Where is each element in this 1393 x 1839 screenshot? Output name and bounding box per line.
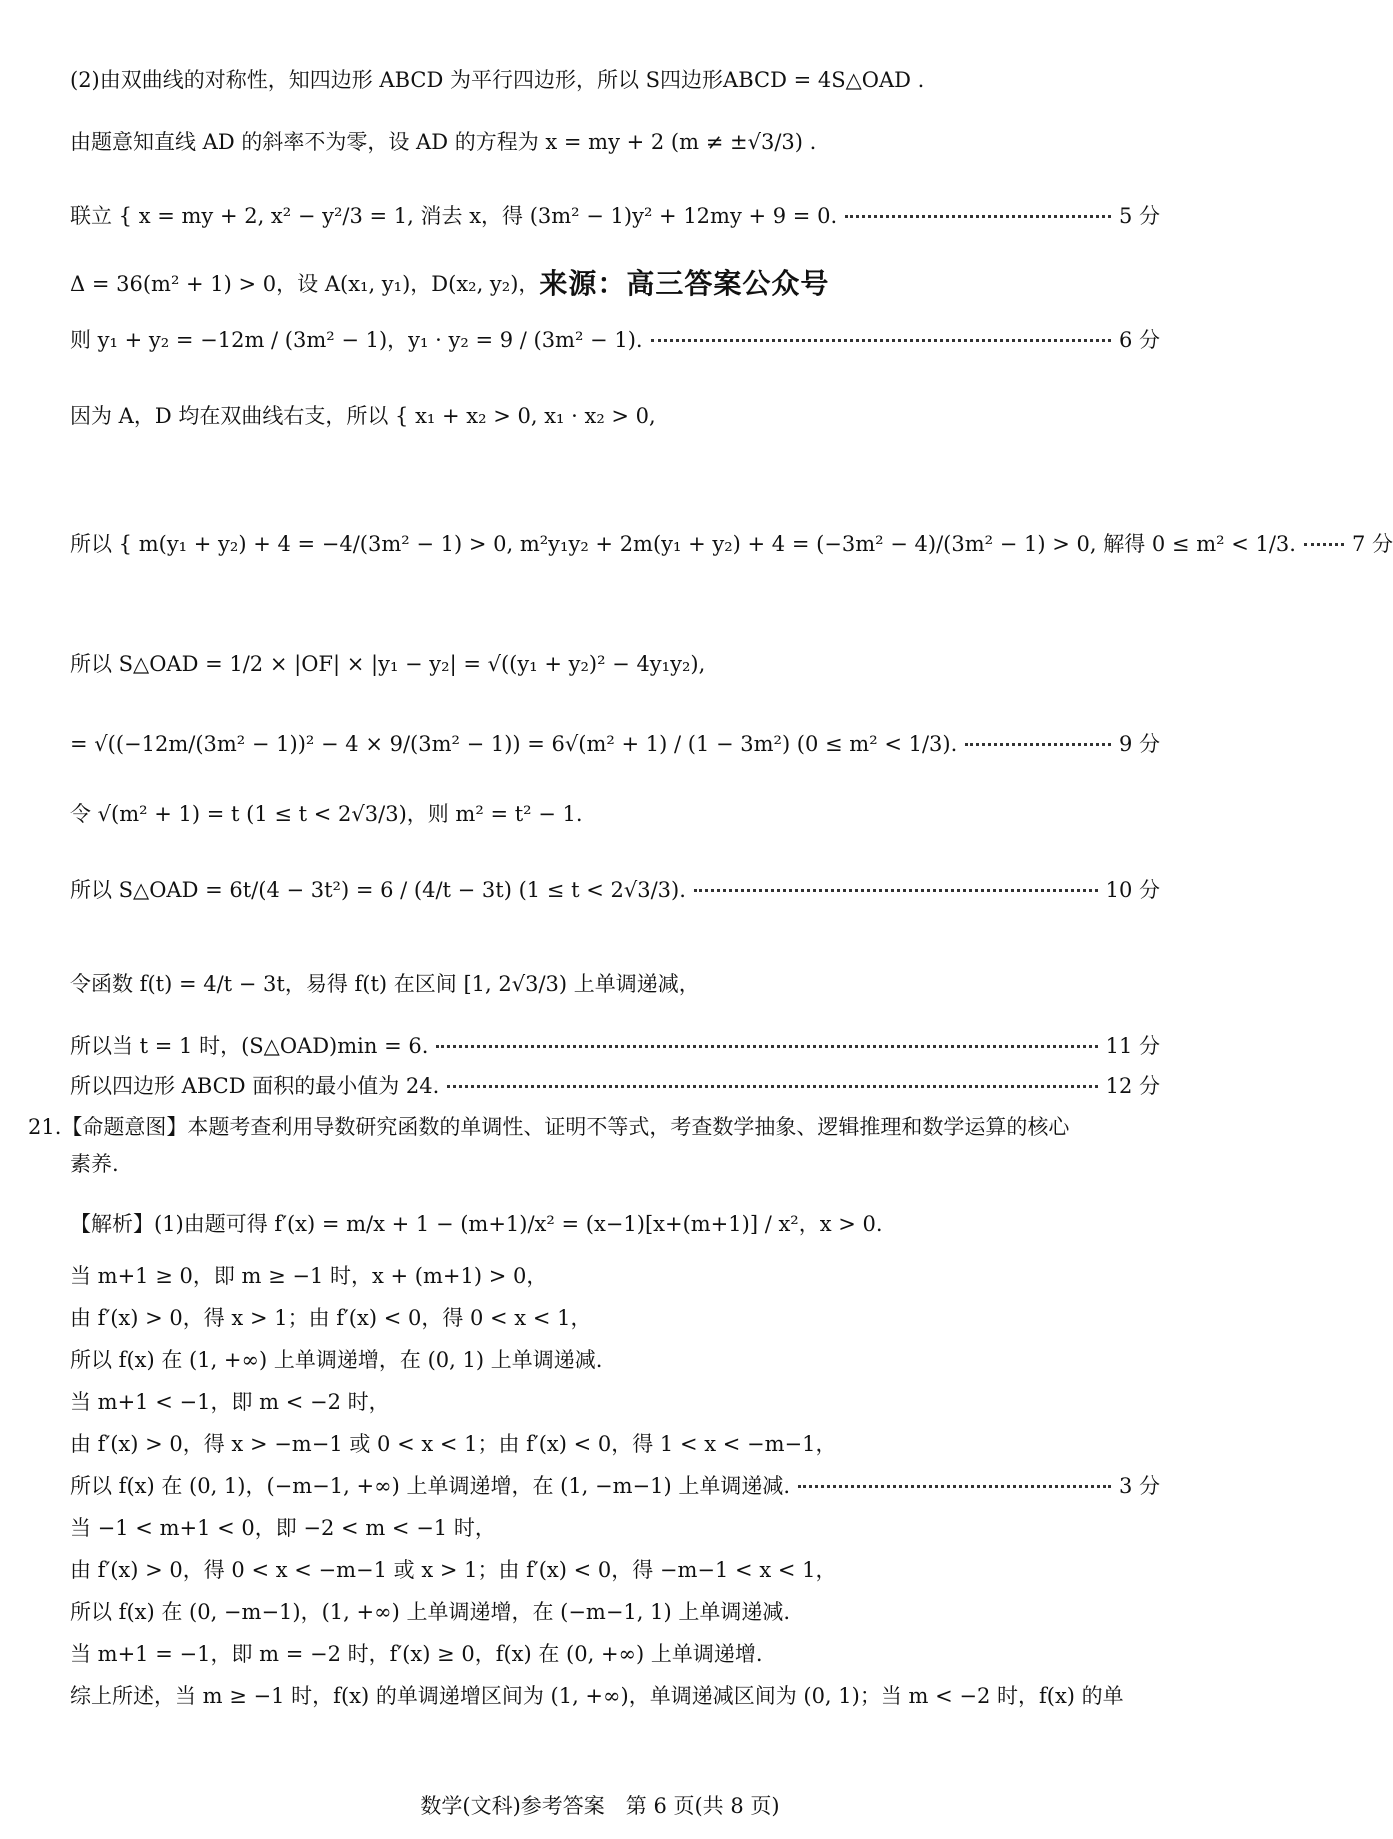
solution-line: 令 √(m² + 1) = t (1 ≤ t < 2√3/3)，则 m² = t² − 1. [70, 802, 583, 826]
solution-line: 由 f′(x) > 0，得 x > −m−1 或 0 < x < 1；由 f′(x) < 0，得 1 < x < −m−1， [70, 1432, 837, 1456]
solution-line: 因为 A，D 均在双曲线右支，所以 { x₁ + x₂ > 0, x₁ · x₂ > 0, [70, 404, 656, 428]
solution-line: 由 f′(x) > 0，得 x > 1；由 f′(x) < 0，得 0 < x < 1， [70, 1306, 592, 1330]
score-points: 9 分 [1118, 732, 1160, 756]
solution-line: 所以 f(x) 在 (0, −m−1)，(1, +∞) 上单调递增，在 (−m−1, 1) 上单调递减. [70, 1600, 791, 1624]
score-points: 6 分 [1118, 328, 1160, 352]
solution-line: 综上所述，当 m ≥ −1 时，f(x) 的单调递增区间为 (1, +∞)，单调递减区间为 (0, 1)；当 m < −2 时，f(x) 的单 [70, 1684, 1124, 1708]
score-points: 10 分 [1105, 878, 1160, 902]
watermark-text: 来源：高三答案公众号 [539, 267, 830, 300]
page-footer: 数学(文科)参考答案 第 6 页(共 8 页) [420, 1794, 780, 1818]
score-points: 5 分 [1118, 204, 1160, 228]
solution-line: 当 m+1 = −1，即 m = −2 时，f′(x) ≥ 0，f(x) 在 (0, +∞) 上单调递增. [70, 1642, 763, 1666]
solution-line: 所以 { m(y₁ + y₂) + 4 = −4/(3m² − 1) > 0, m²y₁y₂ + 2m(y₁ + y₂) + 4 = (−3m² − 4)/(3m² − 1) > 0, 解得 0 ≤ m² < 1/3. 7 分 [70, 532, 1393, 556]
solution-line: 联立 { x = my + 2, x² − y²/3 = 1, 消去 x，得 (3m² − 1)y² + 12my + 9 = 0. 5 分 [70, 204, 1160, 228]
solution-line: 当 m+1 < −1，即 m < −2 时， [70, 1390, 390, 1414]
leader-dots [436, 1045, 1097, 1048]
score-points: 7 分 [1351, 532, 1393, 556]
leader-dots [845, 215, 1111, 218]
solution-line: 【解析】(1)由题可得 f′(x) = m/x + 1 − (m+1)/x² = (x−1)[x+(m+1)] / x²，x > 0. [70, 1212, 883, 1236]
score-points: 3 分 [1118, 1474, 1160, 1498]
solution-line: 由 f′(x) > 0，得 0 < x < −m−1 或 x > 1；由 f′(x) < 0，得 −m−1 < x < 1， [70, 1558, 837, 1582]
leader-dots [651, 339, 1111, 342]
leader-dots [447, 1085, 1097, 1088]
solution-line: 当 m+1 ≥ 0，即 m ≥ −1 时，x + (m+1) > 0， [70, 1264, 548, 1288]
solution-line: 所以四边形 ABCD 面积的最小值为 24. 12 分 [70, 1074, 1160, 1098]
solution-line: 令函数 f(t) = 4/t − 3t，易得 f(t) 在区间 [1, 2√3/3) 上单调递减， [70, 972, 700, 996]
leader-dots [1304, 543, 1344, 546]
question-21-intent: 21.【命题意图】本题考查利用导数研究函数的单调性、证明不等式，考查数学抽象、逻辑推理和数学运算的核心 [28, 1115, 1070, 1139]
solution-line: 当 −1 < m+1 < 0，即 −2 < m < −1 时， [70, 1516, 496, 1540]
solution-line: 则 y₁ + y₂ = −12m / (3m² − 1)，y₁ · y₂ = 9 / (3m² − 1). 6 分 [70, 328, 1160, 352]
solution-line: 素养. [70, 1152, 119, 1176]
solution-line: 所以 S△OAD = 6t/(4 − 3t²) = 6 / (4/t − 3t) (1 ≤ t < 2√3/3). 10 分 [70, 878, 1160, 902]
solution-line: 所以 S△OAD = 1/2 × |OF| × |y₁ − y₂| = √((y₁ + y₂)² − 4y₁y₂), [70, 652, 706, 676]
solution-line: 所以 f(x) 在 (0, 1)，(−m−1, +∞) 上单调递增，在 (1, −m−1) 上单调递减. 3 分 [70, 1474, 1160, 1498]
leader-dots [965, 743, 1111, 746]
solution-line: = √((−12m/(3m² − 1))² − 4 × 9/(3m² − 1)) = 6√(m² + 1) / (1 − 3m²) (0 ≤ m² < 1/3). 9 分 [70, 732, 1160, 756]
score-points: 11 分 [1105, 1034, 1160, 1058]
leader-dots [798, 1485, 1111, 1488]
solution-line: 所以 f(x) 在 (1, +∞) 上单调递增，在 (0, 1) 上单调递减. [70, 1348, 603, 1372]
solution-line: 由题意知直线 AD 的斜率不为零，设 AD 的方程为 x = my + 2 (m ≠ ±√3/3) . [70, 130, 817, 154]
leader-dots [694, 889, 1098, 892]
solution-line: 所以当 t = 1 时，(S△OAD)min = 6. 11 分 [70, 1034, 1160, 1058]
solution-line: (2)由双曲线的对称性，知四边形 ABCD 为平行四边形，所以 S四边形ABCD = 4S△OAD . [70, 68, 925, 92]
score-points: 12 分 [1105, 1074, 1160, 1098]
solution-line: Δ = 36(m² + 1) > 0，设 A(x₁, y₁)，D(x₂, y₂)， 来源：高三答案公众号 [70, 267, 830, 300]
